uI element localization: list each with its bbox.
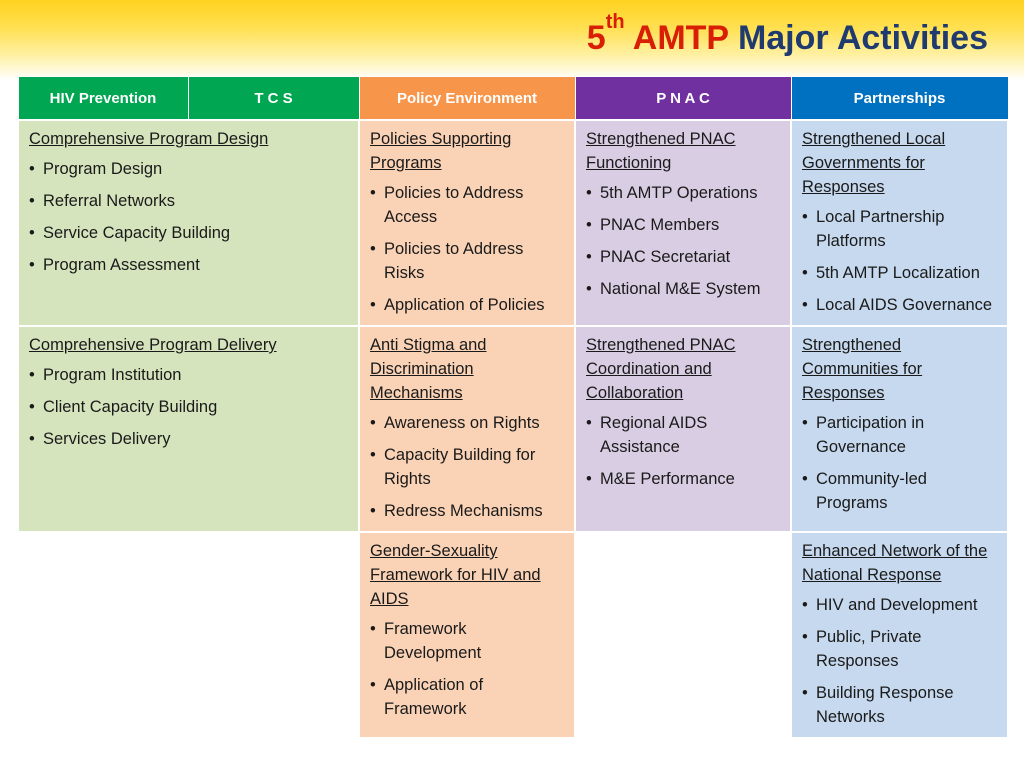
section-title: Gender-Sexuality Framework for HIV and AIDS [370, 542, 541, 608]
bullet-list [586, 411, 781, 491]
pnac-cell [575, 120, 791, 326]
list-item: • National M&E System [586, 277, 781, 301]
empty-cell [575, 532, 791, 738]
pnac-cell [575, 326, 791, 532]
list-item: • Policies to Address Risks [370, 237, 565, 285]
list-item: • Awareness on Rights [370, 411, 565, 435]
bullet-list [370, 411, 565, 523]
section-title: Comprehensive Program Design [29, 130, 269, 148]
list-item: • Participation in Governance [802, 411, 998, 459]
activities-table [17, 76, 1009, 739]
partnerships-cell [791, 326, 1008, 532]
slide-title [586, 11, 988, 60]
list-item: • Local Partnership Platforms [802, 205, 998, 253]
list-item: • Client Capacity Building [29, 395, 349, 419]
list-item: • Framework Development [370, 617, 565, 665]
list-item: • Local AIDS Governance [802, 293, 998, 317]
bullet-list [29, 157, 349, 277]
section-title: Strengthened Local Governments for Responses [802, 130, 946, 196]
hiv-cell [18, 120, 359, 326]
title-rest: Major Activities [737, 19, 988, 57]
list-item: • PNAC Secretariat [586, 245, 781, 269]
bullet-list [802, 593, 998, 729]
list-item: • Program Design [29, 157, 349, 181]
list-item: • Services Delivery [29, 427, 349, 451]
hiv-cell [18, 326, 359, 532]
list-item: • Program Assessment [29, 253, 349, 277]
list-item: • Service Capacity Building [29, 221, 349, 245]
title-superscript: th [605, 11, 625, 33]
policy-cell [359, 532, 575, 738]
bullet-list [370, 181, 565, 317]
list-item: • Building Response Networks [802, 681, 998, 729]
list-item: • M&E Performance [586, 467, 781, 491]
bullet-list [802, 205, 998, 317]
bullet-list [370, 617, 565, 721]
section-title: Comprehensive Program Delivery [29, 336, 277, 354]
policy-cell [359, 120, 575, 326]
partnerships-cell [791, 120, 1008, 326]
list-item: • 5th AMTP Localization [802, 261, 998, 285]
header-pnac: P N A C [575, 77, 791, 121]
list-item: • HIV and Development [802, 593, 998, 617]
section-title: Enhanced Network of the National Response [802, 542, 988, 584]
bullet-list [29, 363, 349, 451]
empty-cell [18, 532, 359, 738]
header-tcs: T C S [188, 77, 359, 121]
bullet-list [586, 181, 781, 301]
title-accent: AMTP [632, 19, 729, 57]
list-item: • Redress Mechanisms [370, 499, 565, 523]
header-partnerships: Partnerships [791, 77, 1008, 121]
list-item: • Application of Framework [370, 673, 565, 721]
list-item: • Application of Policies [370, 293, 565, 317]
section-title: Anti Stigma and Discrimination Mechanisms [370, 336, 487, 402]
list-item: • PNAC Members [586, 213, 781, 237]
list-item: • Referral Networks [29, 189, 349, 213]
header-hiv-prevention: HIV Prevention [18, 77, 188, 121]
section-title: Strengthened Communities for Responses [802, 336, 923, 402]
list-item: • Regional AIDS Assistance [586, 411, 781, 459]
list-item: • Capacity Building for Rights [370, 443, 565, 491]
section-title: Strengthened PNAC Functioning [586, 130, 736, 172]
list-item: • 5th AMTP Operations [586, 181, 781, 205]
section-title: Policies Supporting Programs [370, 130, 512, 172]
list-item: • Policies to Address Access [370, 181, 565, 229]
bullet-list [802, 411, 998, 515]
section-title: Strengthened PNAC Coordination and Collaboration [586, 336, 736, 402]
policy-cell [359, 326, 575, 532]
partnerships-cell [791, 532, 1008, 738]
list-item: • Community-led Programs [802, 467, 998, 515]
list-item: • Public, Private Responses [802, 625, 998, 673]
header-policy-environment: Policy Environment [359, 77, 575, 121]
list-item: • Program Institution [29, 363, 349, 387]
title-number: 5 [586, 19, 606, 57]
